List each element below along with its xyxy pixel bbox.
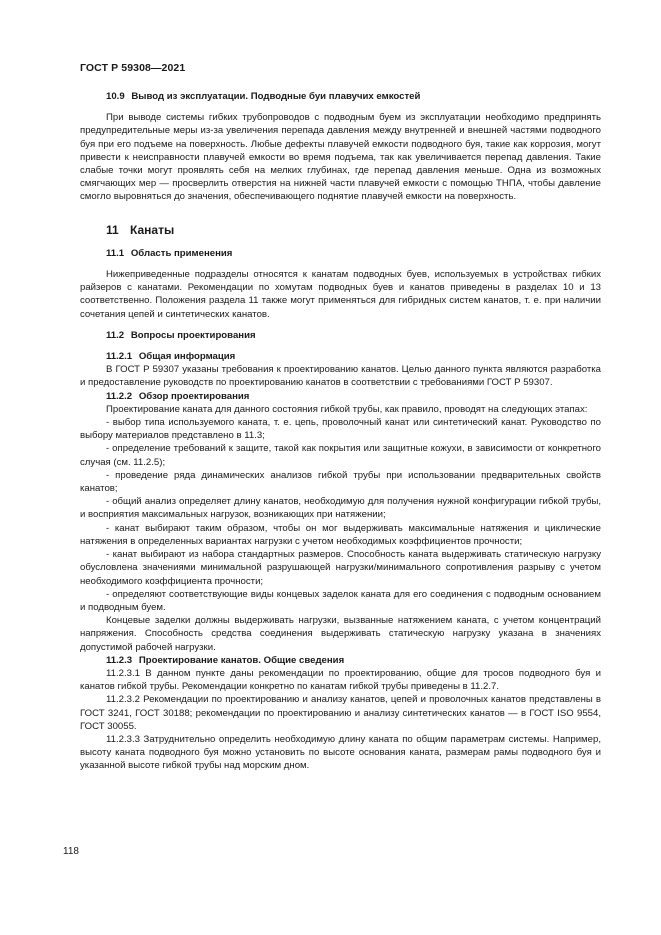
heading-11-2-2 xyxy=(80,390,601,403)
heading-title: Вопросы проектирования xyxy=(130,329,256,341)
heading-title: Вывод из эксплуатации. Подводные буи плавучих емкостей xyxy=(131,91,421,102)
paragraph: 11.2.3.3 Затруднительно определить необходимую длину каната по общим параметрам системы. Например, высоту каната подводного буя можно установить по высоте основания каната, размерам рамы подводного буя и указанной высоте гибкой трубы над морским дном. xyxy=(80,733,601,772)
list-item: - проведение ряда динамических анализов гибкой трубы при использовании предварительных свойств канатов; xyxy=(80,469,601,495)
heading-number: 11 xyxy=(106,222,119,237)
heading-title: Проектирование канатов. Общие сведения xyxy=(138,654,345,666)
heading-number: 11.1 xyxy=(106,247,125,259)
heading-title: Область применения xyxy=(130,247,233,259)
paragraph: Проектирование каната для данного состояния гибкой трубы, как правило, проводят на следующих этапах: xyxy=(106,403,588,415)
list-item: - определение требований к защите, такой как покрытия или защитные кожухи, в зависимости от конкретного случая (см. 11.2.5); xyxy=(80,443,601,468)
heading-10-9 xyxy=(80,90,601,103)
heading-number: 11.2 xyxy=(106,329,125,341)
heading-11 xyxy=(80,224,601,237)
paragraph: Нижеприведенные подразделы относятся к канатам подводных буев, используемых в устройствах гибких райзеров с канатами. Рекомендации по хомутам подводных буев и канатов приведены в разделах 10 и 13 соответственно. Положения раздела 11 также могут применяться для гибридных систем канатов, т. е. при наличии сочетания цепей и синтетических канатов. xyxy=(80,269,601,320)
paragraph: 11.2.3.2 Рекомендации по проектированию и анализу канатов, цепей и проволочных канатов представлены в ГОСТ 3241, ГОСТ 30188; рекомендации по проектированию и анализу синтетических канатов — в ГОСТ ISO 9554, ГОСТ 30055. xyxy=(80,694,601,732)
paragraph: Концевые заделки должны выдерживать нагрузки, вызванные натяжением каната, с учетом концентраций напряжения. Способность средства соединения выдерживать статическую нагрузку указана в значениях допустимой рабочей нагрузки. xyxy=(80,615,601,653)
heading-number: 10.9 xyxy=(106,91,125,102)
list-item: - определяют соответствующие виды концевых заделок каната для его соединения с подводным основанием и подводным буем. xyxy=(80,588,601,613)
heading-title: Канаты xyxy=(130,222,175,237)
heading-title: Общая информация xyxy=(138,351,236,363)
list-item: - канат выбирают из набора стандартных размеров. Способность каната выдерживать статическую нагрузку обусловлена значениями минимальной разрушающей нагрузки/минимального сопротивления разрыву с учетом необходимого коэффициента прочности; xyxy=(80,549,601,587)
heading-11-2-1 xyxy=(80,350,601,363)
heading-number: 11.2.2 xyxy=(106,390,133,402)
heading-11-2 xyxy=(80,329,601,342)
paragraph: 11.2.3.1 В данном пункте даны рекомендации по проектированию, общие для тросов подводного буя и канатов гибкой трубы. Рекомендации конкретно по канатам гибкой трубы приведены в 11.2.7. xyxy=(80,667,601,693)
heading-11-1 xyxy=(80,247,601,260)
heading-11-2-3 xyxy=(80,654,601,667)
heading-number: 11.2.3 xyxy=(106,654,133,666)
list-item: - канат выбирают таким образом, чтобы он мог выдерживать максимальные натяжения и циклические натяжения в определенных вариантах нагрузки с учетом необходимых коэффициентов прочности; xyxy=(80,522,601,547)
paragraph: В ГОСТ Р 59307 указаны требования к проектированию канатов. Целью данного пункта являются разработка и предоставление руководств по проектированию канатов в соответствии с требованиями ГОСТ Р 59307. xyxy=(80,364,601,389)
heading-number: 11.2.1 xyxy=(106,351,133,363)
document-header: ГОСТ Р 59308—2021 xyxy=(80,62,186,74)
paragraph: При выводе системы гибких трубопроводов с подводным буем из эксплуатации необходимо предпринять предупредительные меры из-за увеличения перепада давления между внутренней и внешней частями подводного буя при его подъеме на поверхность. Любые дефекты плавучей емкости подводного буя, такие как коррозия, могут привести к неисправности плавучей емкости во время подъема, так как увеличивается перепад давления. Такие слабые точки могут проявлять себя на мелких глубинах, где перепад давления меньше. Одна из возможных смягчающих мер — просверлить отверстия на нижней части плавучей емкости с помощью ТНПА, чтобы давление смогло выровняться до значения, обеспечивающего поднятие плавучей емкости на поверхность. xyxy=(80,112,601,203)
list-item: - общий анализ определяет длину канатов, необходимую для получения нужной конфигурации гибкой трубы, и восприятия максимальных нагрузок, возникающих при натяжении; xyxy=(80,496,601,521)
list-item: - выбор типа используемого каната, т. е. цепь, проволочный канат или синтетический канат. Руководство по выбору материалов представлено в 11.3; xyxy=(80,417,601,442)
heading-title: Обзор проектирования xyxy=(138,390,250,402)
page-number: 118 xyxy=(63,846,79,857)
document-body xyxy=(80,90,601,773)
